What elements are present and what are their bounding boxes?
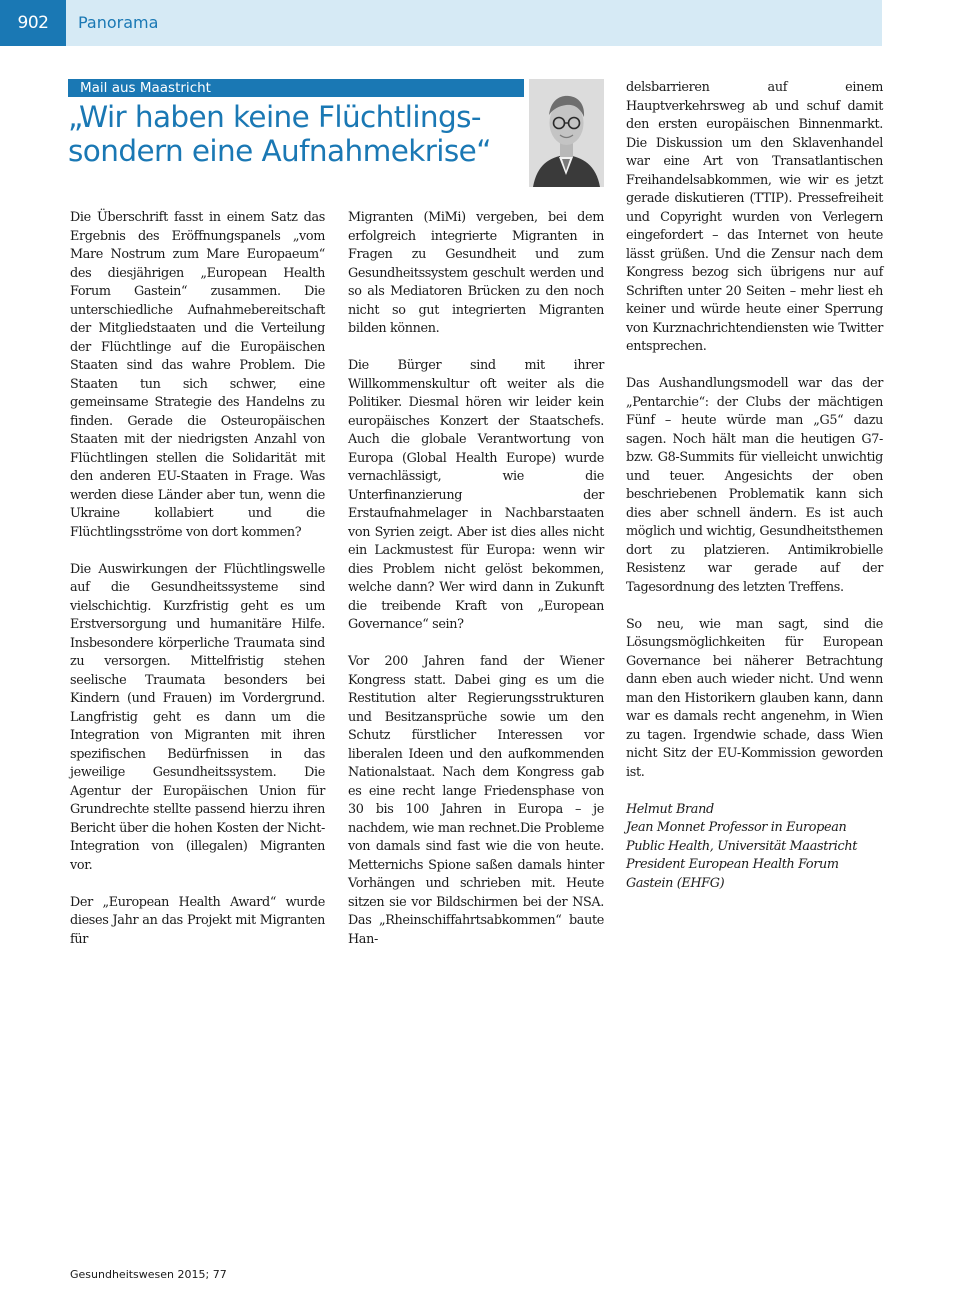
author-name: Helmut Brand — [626, 801, 714, 817]
paragraph: Migranten (MiMi) vergeben, bei dem erfolgreich integrierte Migranten in Fragen zu Gesundheit und zum Gesundheitssystem geschult werden und so als Mediatoren Brücken zu den noch nicht so gut integrierten Migranten bilden können. — [348, 210, 604, 336]
article-kicker: Mail aus Maastricht — [68, 79, 524, 97]
paragraph: Vor 200 Jahren fand der Wiener Kongress statt. Dabei ging es um die Restitution alter Regierungsstrukturen und Besitzansprüche sowie um den Schutz fürstlicher Interessen vor liberalen Ideen und den aufkommenden Nationalstaat. Nach dem Kongress gab es eine recht lange Friedensphase von 30 bis 100 Jahren in Europa – je nachdem, wie man rechnet.Die Probleme von damals sind fast wie die von heute. Metternichs Spione saßen damals hinter Vorhängen und schrieben mit. Heute sitzen sie vor Bildschirmen bei der NSA. Das „Rheinschiffahrtsabkommen“ baute Han- — [348, 654, 604, 947]
text-column-3 — [626, 79, 883, 893]
paragraph: delsbarrieren auf einem Hauptverkehrsweg ab und schuf damit den ersten europäischen Binnenmarkt. Die Diskussion um den Sklavenhandel war eine Art von Transatlantischen Freihandelsabkommen, wie wir es jetzt gerade diskutieren (TTIP). Pressefreiheit und Copyright wurden von Verlegern eingefordert – das Internet von heute lässt grüßen. Und die Zensur nach dem Kongress bezog sich übrigens nur auf Schriften unter 20 Seiten – mehr liest eh keiner und würde heute einer Sperrung von Kurznachrichtendiensten wie Twitter entsprechen. — [626, 80, 883, 354]
section-name: Panorama — [78, 13, 159, 32]
article-title: „Wir haben keine Flüchtlingssondern eine Aufnahmekrise“ — [68, 100, 491, 168]
paragraph: Das Aushandlungsmodell war das der „Pentarchie“: der Clubs der mächtigen Fünf – heute würde man „G5“ dazu sagen. Noch hält man die heutigen G7- bzw. G8-Summits für vielleicht unwichtig und teuer. Angesichts der oben beschriebenen Problematik kann sich dies aber schnell ändern. Es ist auch möglich und wichtig, Gesundheitsthemen dort zu platzieren. Antimikrobielle Resistenz war gerade auf der Tagesordnung des letzten Treffens. — [626, 376, 883, 595]
author-portrait — [529, 79, 604, 187]
author-portrait-icon — [529, 79, 604, 187]
author-signature — [626, 801, 883, 894]
text-column-2 — [348, 209, 604, 968]
text-column-1 — [70, 209, 325, 968]
paragraph: Der „European Health Award“ wurde dieses Jahr an das Projekt mit Migranten für — [70, 894, 325, 947]
author-affiliation: Jean Monnet Professor in European Public Health, Universität Maastricht — [626, 820, 858, 854]
paragraph: Die Auswirkungen der Flüchtlingswelle auf die Gesundheitssysteme sind vielschichtig. Kurzfristig geht es um Erstversorgung und humanitäre Hilfe. Insbesondere körperliche Traumata sind zu versorgen. Mittelfristig stehen seelische Traumata besonders bei Kindern (und Frauen) im Vordergrund. Langfristig geht es dann um die Integration von Migranten mit ihren spezifischen Bedürfnissen in das jeweilige Gesundheitssystem. Die Agentur der Europäischen Union für Grundrechte stellte passend hierzu ihren Bericht über die hohen Kosten der Nicht-Integration von (illegalen) Migranten vor. — [70, 561, 325, 873]
page-number: 902 — [0, 0, 66, 46]
paragraph: Die Bürger sind mit ihrer Willkommenskultur oft weiter als die Politiker. Diesmal hören wir leider kein europäisches Konzert der Staatschefs. Auch die globale Verantwortung von Europa (Global Health Europe) wurde vernachlässigt, wie die Unterfinanzierung der Erstaufnahmelager in Nachbarstaaten von Syrien zeigt. Aber ist dies alles nicht ein Lackmustest für Europa: wenn wir dies Problem nicht gelöst bekommen, welche dann? Wer wird dann in Zukunft die treibende Kraft von „European Governance“ sein? — [348, 358, 604, 632]
journal-citation: Gesundheitswesen 2015; 77 — [70, 1268, 227, 1281]
paragraph: So neu, wie man sagt, sind die Lösungsmöglichkeiten für European Governance bei näherer Betrachtung dann eben auch wieder nicht. Und wenn man den Historikern glauben kann, dann war es damals recht angenehm, in Wien zu tagen. Irgendwie schade, dass Wien nicht Sitz der EU-Kommission geworden ist. — [626, 616, 883, 780]
paragraph: Die Überschrift fasst in einem Satz das Ergebnis des Eröffnungspanels „vom Mare Nostrum zum Mare Europaeum“ des diesjährigen „European Health Forum Gastein“ zusammen. Die unterschiedliche Aufnahmebereitschaft der Mitgliedstaaten und die Verteilung der Flüchtlinge auf die Europäischen Staaten sind das wahre Problem. Die Staaten tun sich schwer, eine gemeinsame Strategie des Handelns zu finden. Gerade die Osteuropäischen Staaten mit der niedrigsten Anzahl von Flüchtlingen stellen die Solidarität mit den anderen EU-Staaten in Frage. Was werden diese Länder aber tun, wenn die Ukraine kollabiert und die Flüchtlingsströme von dort kommen? — [70, 210, 325, 540]
author-role: President European Health Forum Gastein (EHFG) — [626, 857, 839, 891]
